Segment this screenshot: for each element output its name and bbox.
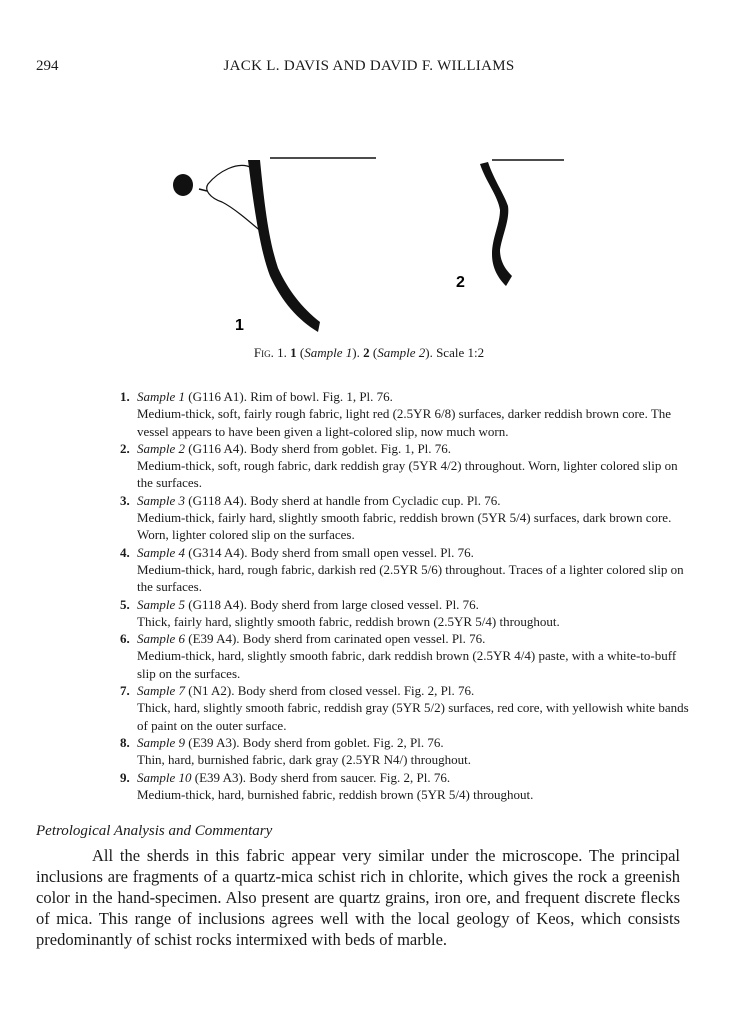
profile-1-handle-section [173,174,193,196]
profile-1-wall [248,160,320,332]
sample-reference: (E39 A3). Body sherd from goblet. Fig. 2, Pl. 76. [188,734,444,750]
sample-number: 8. [120,734,130,750]
caption-number-1: 1 [290,345,297,360]
sample-name: Sample 1 [137,389,186,404]
caption-prefix: Fig. 1. [253,345,287,360]
profile-2-wall [480,162,512,286]
caption-scale: Scale 1:2 [436,345,485,360]
sample-reference: (N1 A2). Body sherd from closed vessel. Fig. 2, Pl. 76. [188,683,475,699]
list-item [120,769,690,804]
sherd-profile-drawing [160,150,590,350]
sample-name: Sample 10 [137,769,192,785]
sample-reference: (G118 A4). Body sherd at handle from Cycladic cup. Pl. 76. [188,492,501,508]
sample-description: Thin, hard, burnished fabric, dark gray (2.5YR N4/) throughout. [137,752,471,768]
section-heading: Petrological Analysis and Commentary [36,823,273,839]
sample-name: Sample 4 [137,544,186,560]
sample-number: 1. [120,389,130,404]
list-item [120,492,690,544]
sample-name: Sample 6 [137,631,186,647]
sample-reference: (G314 A4). Body sherd from small open vessel. Pl. 76. [188,544,474,560]
figure-label-1: 1 [235,317,244,334]
figure-caption: Fig. 1. 1 (Sample 1). 2 (Sample 2). Scale 1:2 [253,345,485,360]
figure-label-2: 2 [456,274,465,291]
sample-number: 2. [120,440,130,456]
list-item [120,544,690,596]
caption-sample-2: Sample 2 [377,345,426,360]
sample-reference: (E39 A3). Body sherd from saucer. Fig. 2, Pl. 76. [194,769,451,785]
sample-name: Sample 7 [137,683,186,699]
sample-name: Sample 2 [137,440,186,456]
sample-description: Thick, fairly hard, slightly smooth fabric, reddish brown (2.5YR 5/4) throughout. [137,613,560,629]
sample-description: Medium-thick, hard, burnished fabric, reddish brown (5YR 5/4) throughout. [137,786,534,802]
sample-list [120,388,690,803]
page-number: 294 [36,58,59,74]
sample-number: 3. [120,492,130,508]
figure-sherd-profiles [160,150,590,350]
list-item [120,596,690,631]
list-item [120,630,690,682]
list-item [120,734,690,769]
sample-number: 6. [120,631,130,647]
profile-1-handle-dash [199,189,207,191]
sample-name: Sample 3 [137,492,186,508]
sample-description: Medium-thick, hard, slightly smooth fabric, dark reddish brown (2.5YR 4/4) paste, with a white-to-buff slip on the surfaces. [137,648,677,681]
sample-description: Medium-thick, hard, rough fabric, darkish red (2.5YR 5/6) throughout. Traces of a lighter colored slip on the surfaces. [137,561,684,595]
sample-reference: (G116 A1). Rim of bowl. Fig. 1, Pl. 76. [188,389,393,404]
list-item [120,440,690,492]
sample-description: Thick, hard, slightly smooth fabric, reddish gray (5YR 5/2) surfaces, red core, with yellowish white bands of paint on the outer surface. [137,700,689,733]
sample-reference: (E39 A4). Body sherd from carinated open vessel. Pl. 76. [188,631,486,647]
sample-number: 7. [120,683,130,699]
sample-description: Medium-thick, soft, fairly rough fabric, light red (2.5YR 6/8) surfaces, darker reddish brown core. The vessel appears to have been given a light-colored slip, now much worn. [137,406,672,439]
caption-number-2: 2 [363,345,370,360]
sample-number: 9. [120,769,130,785]
sample-description: Medium-thick, fairly hard, slightly smooth fabric, reddish brown (5YR 5/4) surfaces, dark brown core. Worn, lighter colored slip on the surfaces. [137,510,672,543]
sample-description: Medium-thick, soft, rough fabric, dark reddish gray (5YR 4/2) throughout. Worn, lighter colored slip on the surfaces. [137,458,678,491]
body-paragraph: All the sherds in this fabric appear very similar under the microscope. The principal inclusions are fragments of a quartz-mica schist rich in chlorite, which gives the rock a greenish color in the hand-specimen. Also present are quartz grains, iron ore, and frequent discrete flecks of mica. This range of inclusions agrees well with the local geology of Keos, which consists predominantly of schist rocks intermixed with beds of marble. [36,846,680,949]
sample-reference: (G116 A4). Body sherd from goblet. Fig. 1, Pl. 76. [188,440,452,456]
sample-number: 5. [120,596,130,612]
list-item [120,388,690,440]
sample-number: 4. [120,544,130,560]
sample-name: Sample 9 [137,734,186,750]
list-item [120,682,690,734]
caption-sample-1: Sample 1 [304,345,353,360]
sample-reference: (G118 A4). Body sherd from large closed vessel. Pl. 76. [188,596,479,612]
running-head: JACK L. DAVIS AND DAVID F. WILLIAMS [223,58,515,74]
sample-name: Sample 5 [137,596,186,612]
